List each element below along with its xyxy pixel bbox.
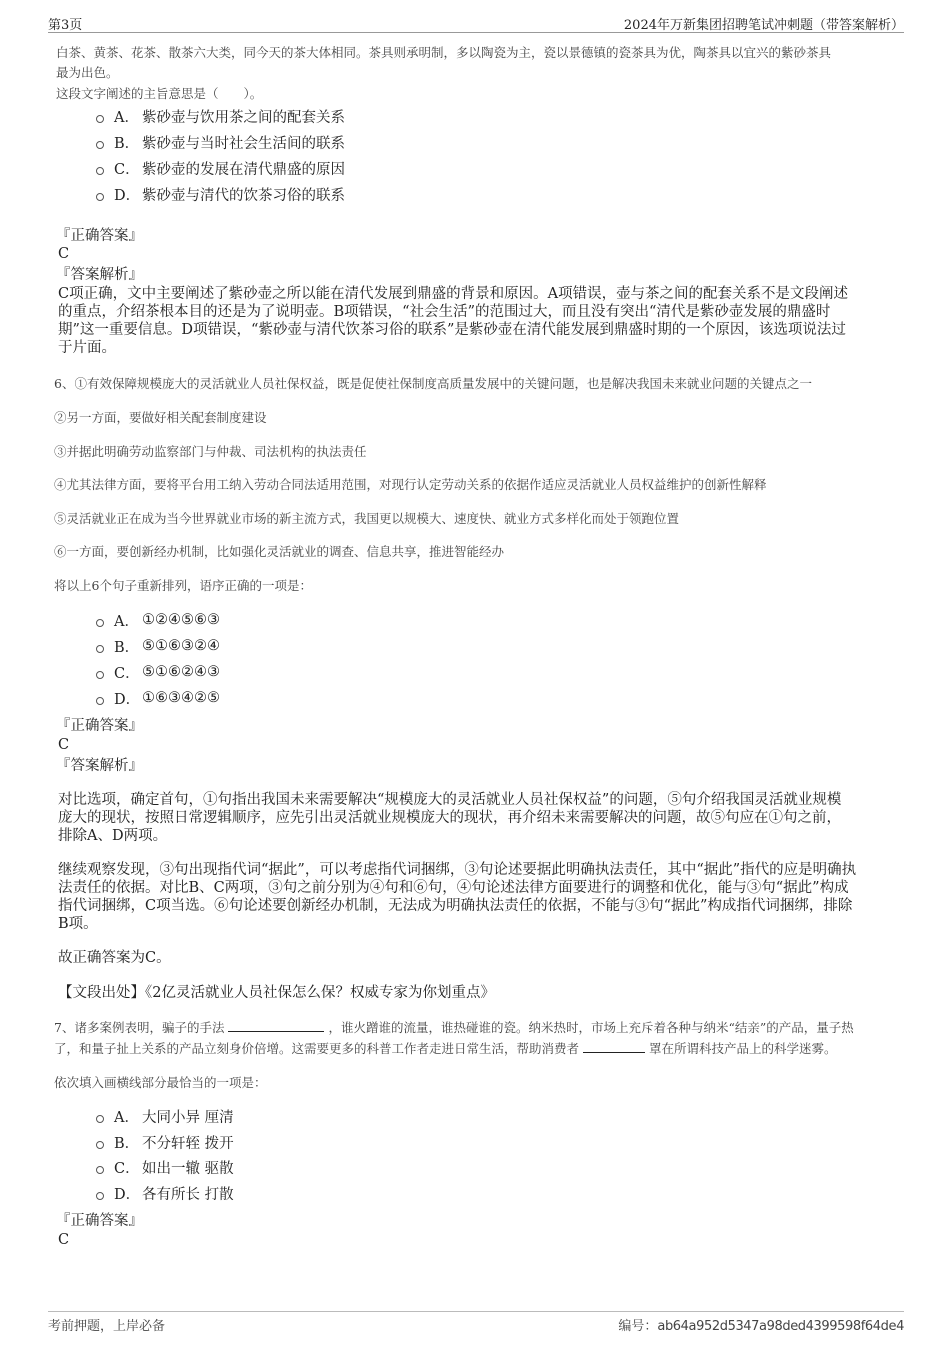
- radio-icon[interactable]: [96, 115, 104, 123]
- q5-question: 这段文字阐述的主旨意思是（ ）。: [56, 86, 263, 101]
- q7-answer-label: 『正确答案』: [56, 1213, 143, 1229]
- q7-blank-2[interactable]: [583, 1040, 645, 1053]
- q7-option-d[interactable]: D． 各有所长 打散: [96, 1183, 234, 1203]
- q5-passage-line2: 最为出色。: [56, 65, 119, 80]
- radio-icon[interactable]: [96, 1192, 104, 1200]
- q6-analysis-p2-line3: 指代词捆绑，C项当选。⑥句论述要创新经办机制，无法成为明确执法责任的依据，不能与③句“据此”构成指代词捆绑，排除: [58, 898, 853, 914]
- q6-analysis-p1-line1: 对比选项，确定首句，①句指出我国未来需要解决“规模庞大的灵活就业人员社保权益”的问题，⑤句介绍我国灵活就业规模: [58, 792, 842, 808]
- q5-option-c[interactable]: C． 紫砂壶的发展在清代鼎盛的原因: [96, 158, 345, 178]
- q5-analysis-line1: C项正确，文中主要阐述了紫砂壶之所以能在清代发展到鼎盛的背景和原因。A项错误，壶与茶之间的配套关系不是文段阐述: [58, 286, 849, 302]
- q7-option-b[interactable]: B． 不分轩轾 拨开: [96, 1132, 234, 1152]
- q7-question: 依次填入画横线部分最恰当的一项是：: [54, 1075, 267, 1090]
- q6-sentence-1: 6、①有效保障规模庞大的灵活就业人员社保权益，既是促使社保制度高质量发展中的关键问题，也是解决我国未来就业问题的关键点之一: [54, 376, 812, 391]
- q5-analysis-line3: 期”这一重要信息。D项错误，“紫砂壶与清代饮茶习俗的联系”是紫砂壶在清代能发展到鼎盛时期的一个原因，该选项说法过: [58, 322, 846, 338]
- q5-option-a[interactable]: A． 紫砂壶与饮用茶之间的配套关系: [96, 106, 345, 126]
- radio-icon[interactable]: [96, 645, 104, 653]
- q6-option-b[interactable]: B． ⑤①⑥③②④: [96, 636, 220, 656]
- q6-analysis-p1-line2: 庞大的现状，按照日常逻辑顺序，应先引出灵活就业规模庞大的现状，再介绍未来需要解决的问题，故⑤句应在①句之前，: [58, 810, 841, 826]
- q6-analysis-p2-line4: B项。: [58, 916, 98, 932]
- q5-analysis-line2: 的重点，介绍茶根本目的还是为了说明壶。B项错误，“社会生活”的范围过大，而且没有突出“清代是紫砂壶发展的鼎盛时: [58, 304, 831, 320]
- q7-option-c[interactable]: C． 如出一辙 驱散: [96, 1157, 234, 1177]
- radio-icon[interactable]: [96, 671, 104, 679]
- q5-analysis-label: 『答案解析』: [56, 267, 143, 283]
- header-rule: [48, 32, 904, 33]
- q5-answer: C: [58, 246, 70, 262]
- footer-rule: [48, 1311, 904, 1312]
- q6-option-c[interactable]: C． ⑤①⑥②④③: [96, 662, 220, 682]
- q7-stem-line1: 7、诸多案例表明，骗子的手法 ，谁火蹭谁的流量，谁热碰谁的瓷。纳米热时，市场上充斥着各种与纳米“结亲”的产品，量子热: [54, 1020, 854, 1035]
- q6-sentence-3: ③并据此明确劳动监察部门与仲裁、司法机构的执法责任: [54, 444, 367, 459]
- q6-analysis-p2-line2: 法责任的依据。对比B、C两项，③句之前分别为④句和⑥句，④句论述法律方面要进行的调整和优化，能与③句“据此”构成: [58, 880, 849, 896]
- page-number: 第3页: [48, 18, 83, 33]
- q6-analysis-p1-line3: 排除A、D两项。: [58, 828, 168, 844]
- radio-icon[interactable]: [96, 1115, 104, 1123]
- q6-sentence-4: ④尤其法律方面，要将平台用工纳入劳动合同法适用范围，对现行认定劳动关系的依据作适应灵活就业人员权益维护的创新性解释: [54, 477, 767, 492]
- radio-icon[interactable]: [96, 193, 104, 201]
- q6-option-d[interactable]: D． ①⑥③④②⑤: [96, 688, 220, 708]
- radio-icon[interactable]: [96, 1141, 104, 1149]
- radio-icon[interactable]: [96, 1166, 104, 1174]
- q6-answer: C: [58, 737, 70, 753]
- q6-question: 将以上6个句子重新排列，语序正确的一项是：: [54, 578, 312, 593]
- q7-answer: C: [58, 1232, 70, 1248]
- radio-icon[interactable]: [96, 697, 104, 705]
- q6-sentence-2: ②另一方面，要做好相关配套制度建设: [54, 410, 267, 425]
- q6-option-a[interactable]: A． ①②④⑤⑥③: [96, 610, 220, 630]
- q6-source: 【文段出处】《2亿灵活就业人员社保怎么保？权威专家为你划重点》: [58, 985, 495, 1001]
- radio-icon[interactable]: [96, 619, 104, 627]
- q5-option-d[interactable]: D． 紫砂壶与清代的饮茶习俗的联系: [96, 184, 345, 204]
- q5-option-b[interactable]: B． 紫砂壶与当时社会生活间的联系: [96, 132, 345, 152]
- q7-blank-1[interactable]: [228, 1019, 324, 1032]
- footer-code: 编号：ab64a952d5347a98ded4399598f64de4: [618, 1319, 904, 1334]
- q5-analysis-line4: 于片面。: [58, 340, 116, 356]
- q6-analysis-label: 『答案解析』: [56, 758, 143, 774]
- document-title: 2024年万新集团招聘笔试冲刺题（带答案解析）: [623, 18, 904, 33]
- footer-slogan: 考前押题，上岸必备: [48, 1319, 166, 1334]
- q7-stem-line2: 了，和量子扯上关系的产品立刻身价倍增。这需要更多的科普工作者走进日常生活，帮助消费者 罩在所谓科技产品上的科学迷雾。: [54, 1041, 837, 1056]
- q5-answer-label: 『正确答案』: [56, 228, 143, 244]
- q6-answer-label: 『正确答案』: [56, 718, 143, 734]
- q6-sentence-5: ⑤灵活就业正在成为当今世界就业市场的新主流方式，我国更以规模大、速度快、就业方式多样化而处于领跑位置: [54, 511, 680, 526]
- q7-option-a[interactable]: A． 大同小异 厘清: [96, 1106, 234, 1126]
- radio-icon[interactable]: [96, 141, 104, 149]
- q5-passage-line1: 白茶、黄茶、花茶、散茶六大类，同今天的茶大体相同。茶具则承明制，多以陶瓷为主，瓷以景德镇的瓷茶具为优，陶茶具以宜兴的紫砂茶具: [56, 45, 832, 60]
- q6-sentence-6: ⑥一方面，要创新经办机制，比如强化灵活就业的调查、信息共享，推进智能经办: [54, 544, 505, 559]
- q6-analysis-p2-line1: 继续观察发现，③句出现指代词“据此”，可以考虑指代词捆绑，③句论述要据此明确执法责任，其中“据此”指代的应是明确执: [58, 862, 857, 878]
- q6-conclusion: 故正确答案为C。: [58, 950, 171, 966]
- radio-icon[interactable]: [96, 167, 104, 175]
